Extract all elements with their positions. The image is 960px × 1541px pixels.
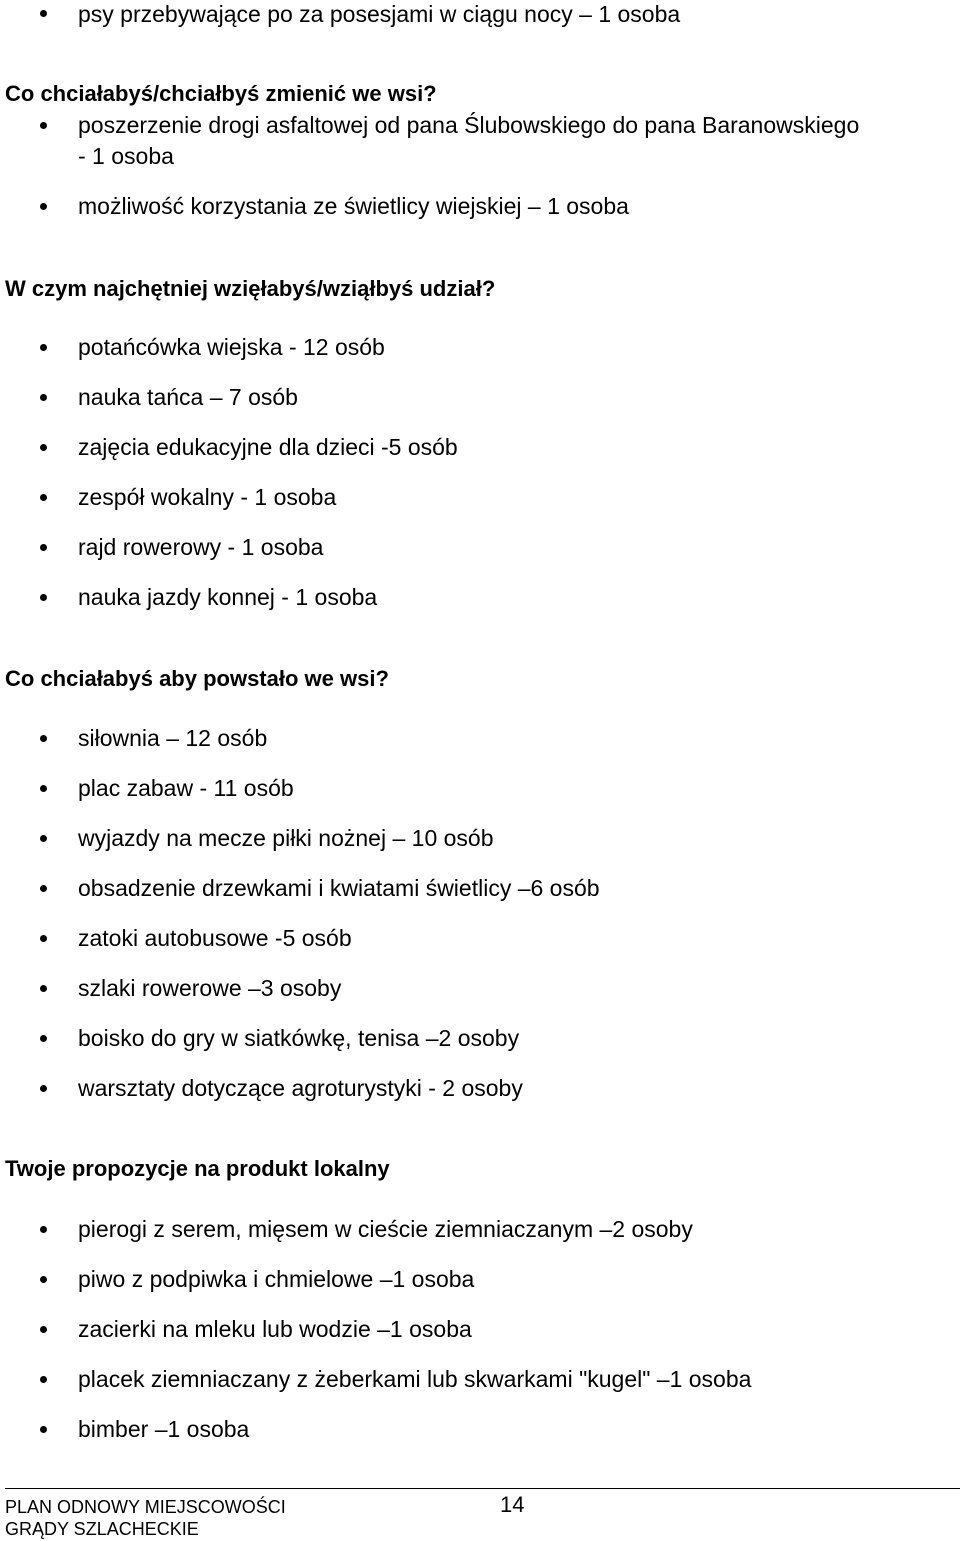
list-item: psy przebywające po za posesjami w ciągu nocy – 1 osoba xyxy=(78,1,681,27)
list-item: nauka jazdy konnej - 1 osoba xyxy=(78,584,378,610)
bullet-icon xyxy=(40,785,47,792)
list-item: plac zabaw - 11 osób xyxy=(78,775,294,801)
list-item: zacierki na mleku lub wodzie –1 osoba xyxy=(78,1316,472,1342)
bullet-icon xyxy=(40,1085,47,1092)
list-item: siłownia – 12 osób xyxy=(78,725,268,751)
list-item: nauka tańca – 7 osób xyxy=(78,384,298,410)
bullet-icon xyxy=(40,444,47,451)
bullet-icon xyxy=(40,885,47,892)
footer-plan-title: PLAN ODNOWY MIEJSCOWOŚCI xyxy=(5,1497,286,1517)
bullet-icon xyxy=(40,544,47,551)
list-item: obsadzenie drzewkami i kwiatami świetlicy –6 osób xyxy=(78,875,600,901)
page-number: 14 xyxy=(500,1492,525,1517)
bullet-icon xyxy=(40,122,47,129)
list-item: zatoki autobusowe -5 osób xyxy=(78,925,352,951)
bullet-icon xyxy=(40,1376,47,1383)
list-item: szlaki rowerowe –3 osoby xyxy=(78,975,342,1001)
bullet-icon xyxy=(40,735,47,742)
list-item: potańcówka wiejska - 12 osób xyxy=(78,334,385,360)
footer-divider xyxy=(5,1488,960,1489)
section-heading-participation: W czym najchętniej wzięłabyś/wziąłbyś udział? xyxy=(5,276,496,301)
list-item: pierogi z serem, mięsem w cieście ziemniaczanym –2 osoby xyxy=(78,1216,693,1242)
footer-village-name: GRĄDY SZLACHECKIE xyxy=(5,1519,199,1539)
bullet-icon xyxy=(40,494,47,501)
bullet-icon xyxy=(40,1326,47,1333)
list-item-continuation: - 1 osoba xyxy=(78,143,174,169)
bullet-icon xyxy=(40,344,47,351)
bullet-icon xyxy=(40,935,47,942)
list-item: boisko do gry w siatkówkę, tenisa –2 osoby xyxy=(78,1025,520,1051)
list-item: poszerzenie drogi asfaltowej od pana Ślubowskiego do pana Baranowskiego xyxy=(78,112,860,138)
list-item: rajd rowerowy - 1 osoba xyxy=(78,534,324,560)
list-item: warsztaty dotyczące agroturystyki - 2 osoby xyxy=(78,1075,523,1101)
bullet-icon xyxy=(40,835,47,842)
list-item: bimber –1 osoba xyxy=(78,1416,250,1442)
list-item: zajęcia edukacyjne dla dzieci -5 osób xyxy=(78,434,458,460)
list-item: wyjazdy na mecze piłki nożnej – 10 osób xyxy=(78,825,494,851)
list-item: placek ziemniaczany z żeberkami lub skwarkami "kugel" –1 osoba xyxy=(78,1366,752,1392)
bullet-icon xyxy=(40,1426,47,1433)
list-item: piwo z podpiwka i chmielowe –1 osoba xyxy=(78,1266,475,1292)
bullet-icon xyxy=(40,1276,47,1283)
list-item: zespół wokalny - 1 osoba xyxy=(78,484,337,510)
bullet-icon xyxy=(40,1035,47,1042)
section-heading-build: Co chciałabyś aby powstało we wsi? xyxy=(5,666,389,691)
bullet-icon xyxy=(40,10,47,17)
section-heading-change: Co chciałabyś/chciałbyś zmienić we wsi? xyxy=(5,81,437,106)
bullet-icon xyxy=(40,394,47,401)
list-item: możliwość korzystania ze świetlicy wiejskiej – 1 osoba xyxy=(78,193,629,219)
bullet-icon xyxy=(40,1226,47,1233)
bullet-icon xyxy=(40,985,47,992)
section-heading-local-product: Twoje propozycje na produkt lokalny xyxy=(5,1156,390,1181)
bullet-icon xyxy=(40,203,47,210)
bullet-icon xyxy=(40,594,47,601)
